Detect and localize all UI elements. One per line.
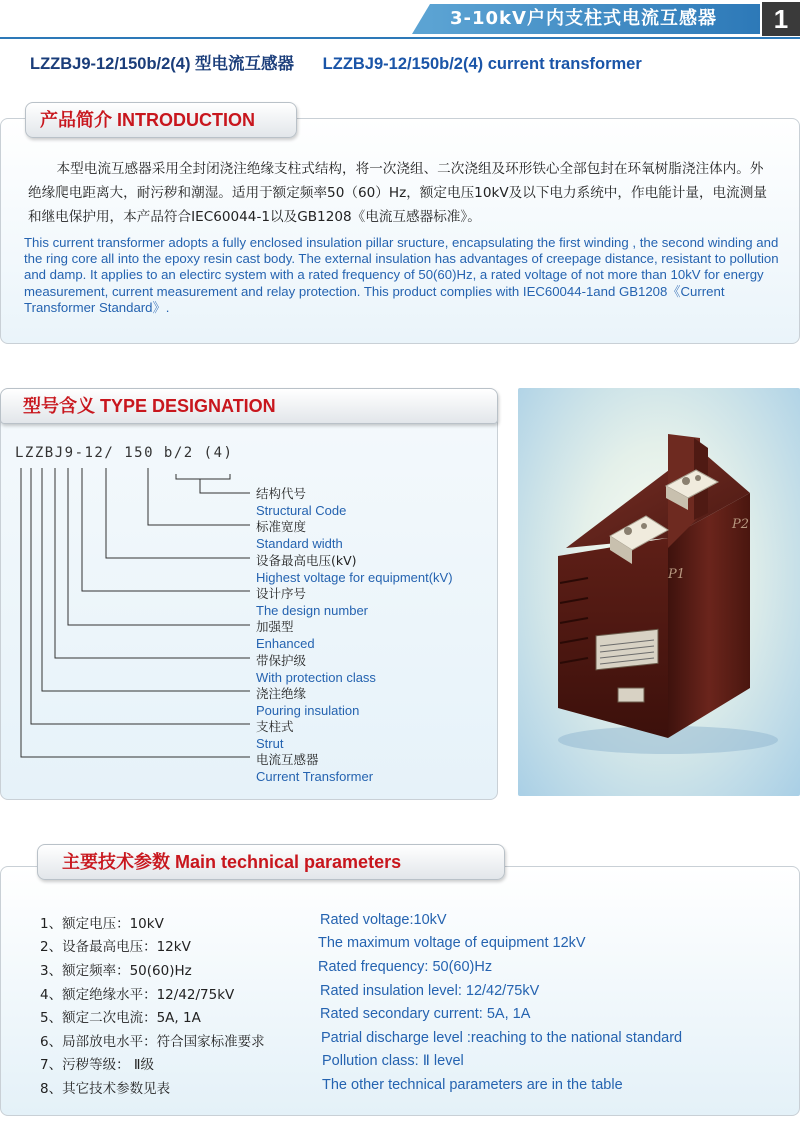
product-photo [518, 388, 800, 796]
designation-item-enhanced: 加强型 Enhanced [256, 619, 315, 651]
current-transformer-illustration [518, 388, 800, 796]
intro-text-en: This current transformer adopts a fully enclosed insulation pillar sructure, encapsulating the first winding , the second winding and the ring core all into the epoxy resin cast body. The external insulation has advantages of creepage distance, resistant to pollution and damp. It applies to an electirc system with a rated frequency of 50(60)Hz, a rated voltage of not more than 10kV for energy measurement, current measurement and relay protection. This product complies with IEC60044-1and GB1208《Current Transformer Standard》. [24, 235, 779, 315]
designation-item-standard-width: 标准宽度 Standard width [256, 519, 343, 551]
terminal-label-p2: P2 [732, 517, 750, 532]
param-en-5: Rated secondary current: 5A, 1A [320, 1006, 531, 1022]
param-cn-8: 8、其它技术参数见表 [40, 1081, 171, 1097]
designation-item-current-transformer: 电流互感器 Current Transformer [256, 752, 374, 784]
introduction-heading: 产品简介 INTRODUCTION [25, 102, 297, 138]
designation-item-strut: 支柱式 Strut [256, 719, 294, 751]
designation-tree-lines [0, 460, 260, 780]
param-cn-2: 2、设备最高电压：12kV [40, 939, 191, 955]
banner-title: 3-10kV户内支柱式电流互感器 [450, 8, 717, 29]
model-title-cn: LZZBJ9-12/150b/2(4) 型电流互感器 [30, 55, 295, 73]
param-en-4: Rated insulation level: 12/42/75kV [320, 983, 540, 999]
param-cn-6: 6、局部放电水平：符合国家标准要求 [40, 1034, 265, 1050]
model-title-en: LZZBJ9-12/150b/2(4) current transformer [322, 55, 642, 73]
header-banner [430, 4, 760, 34]
designation-item-protection-class: 带保护级 With protection class [256, 653, 376, 685]
parameters-heading: 主要技术参数 Main technical parameters [37, 844, 505, 880]
param-en-3: Rated frequency: 50(60)Hz [318, 959, 493, 975]
intro-text-cn: 本型电流互感器采用全封闭浇注绝缘支柱式结构，将一次浇组、二次浇组及环形铁心全部包封在环氧树脂浇注体内。外绝缘爬电距离大，耐污秽和潮湿。适用于额定频率50（60）Hz，额定电压10kV及以下电力系统中，作电能计量，电流测量和继电保护用，本产品符合IEC60044-1以及GB1208《电流互感器标准》。 [28, 161, 767, 225]
param-en-7: Pollution class: Ⅱ level [322, 1053, 464, 1069]
param-cn-1: 1、额定电压：10kV [40, 916, 164, 932]
param-en-2: The maximum voltage of equipment 12kV [318, 935, 586, 951]
param-cn-5: 5、额定二次电流：5A, 1A [40, 1010, 201, 1026]
param-en-6: Patrial discharge level :reaching to the national standard [321, 1030, 683, 1046]
designation-code: LZZBJ9-12/ 150 b/2 (4) [15, 445, 234, 461]
param-cn-4: 4、额定绝缘水平：12/42/75kV [40, 987, 235, 1003]
param-cn-3: 3、额定频率：50(60)Hz [40, 963, 192, 979]
param-en-1: Rated voltage:10kV [320, 912, 447, 928]
designation-item-pouring-insulation: 浇注绝缘 Pouring insulation [256, 686, 360, 718]
type-designation-heading: 型号含义 TYPE DESIGNATION [0, 388, 498, 424]
terminal-label-p1: P1 [668, 567, 686, 582]
model-title [30, 50, 642, 74]
header-divider [0, 37, 800, 39]
designation-item-design-number: 设计序号 The design number [256, 586, 369, 618]
param-en-8: The other technical parameters are in the table [322, 1077, 623, 1093]
designation-item-highest-voltage: 设备最高电压(kV) Highest voltage for equipment(kV) [256, 553, 453, 585]
param-cn-7: 7、污秽等级： Ⅱ级 [40, 1057, 155, 1073]
page-number: 1 [762, 2, 800, 36]
designation-item-structural-code: 结构代号 Structural Code [256, 486, 347, 518]
